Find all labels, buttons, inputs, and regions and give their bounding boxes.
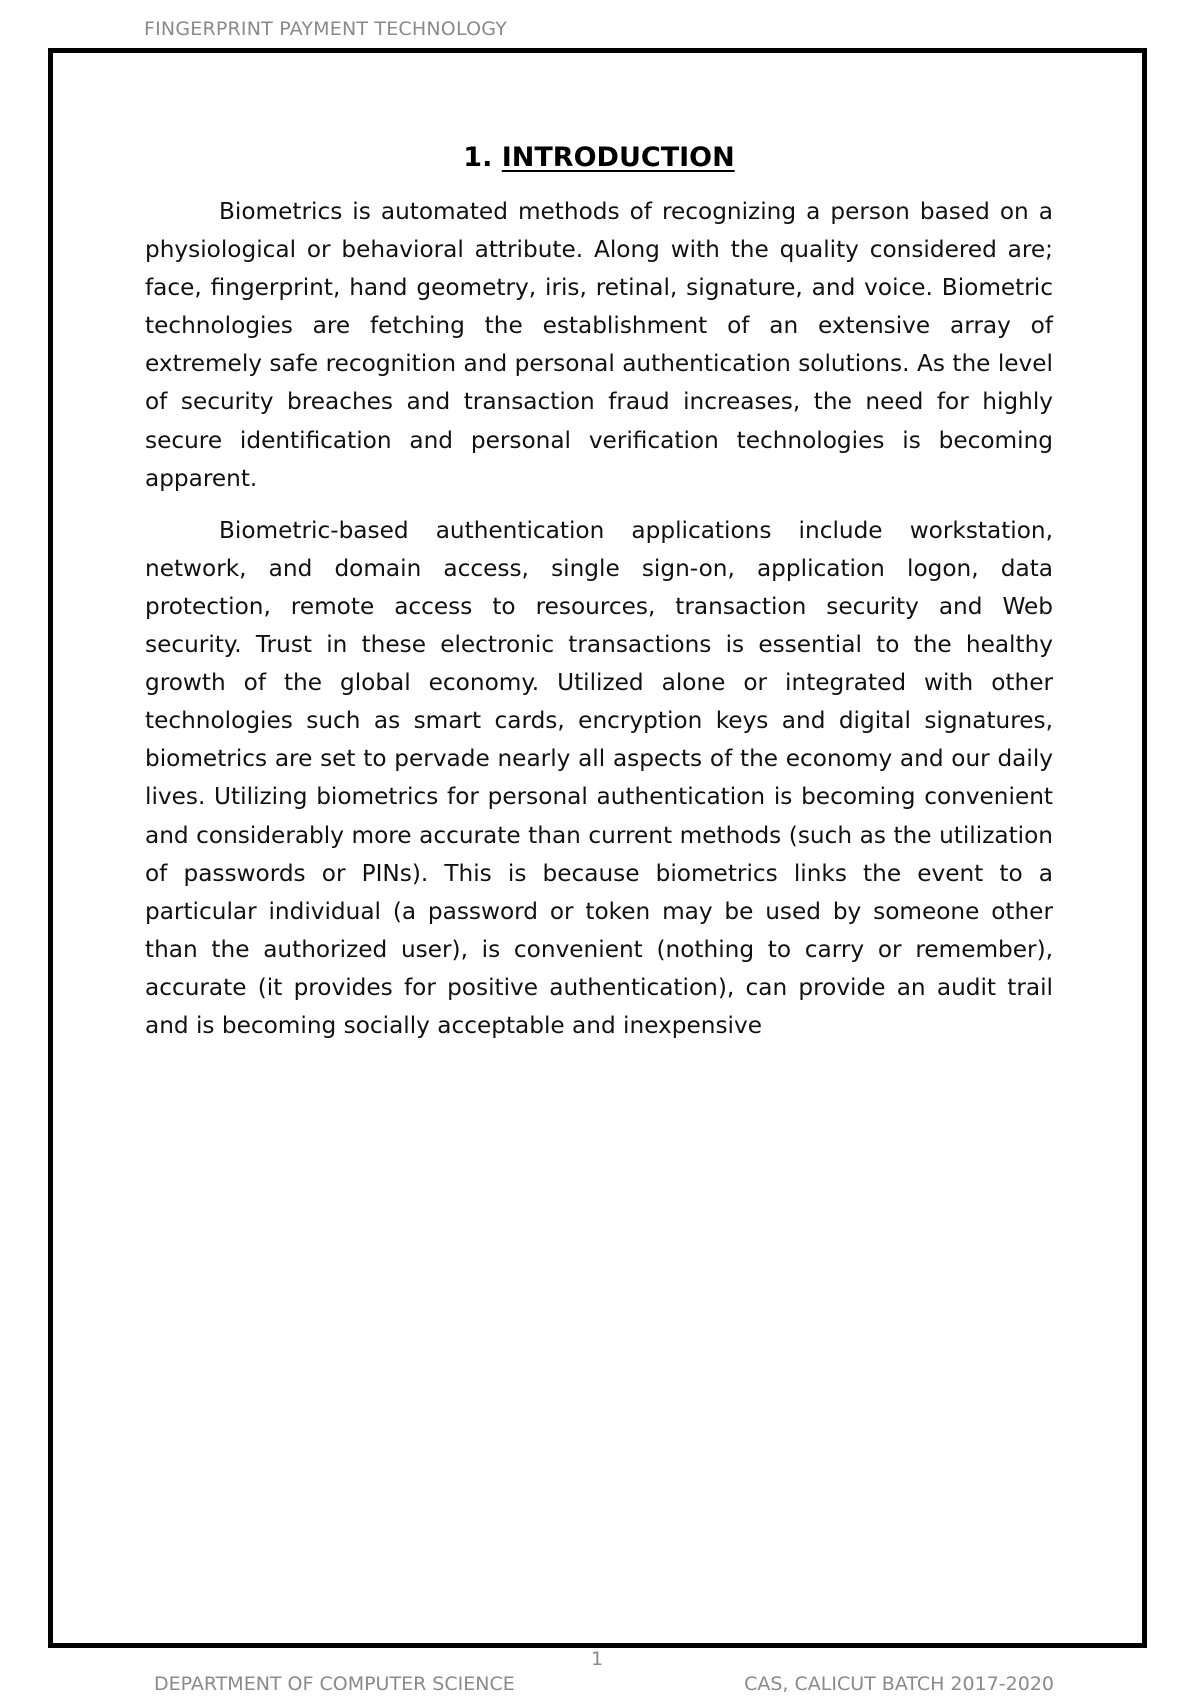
chapter-title xyxy=(145,142,1053,173)
running-header: FINGERPRINT PAYMENT TECHNOLOGY xyxy=(144,18,508,40)
chapter-heading: INTRODUCTION xyxy=(501,142,735,173)
footer-department: DEPARTMENT OF COMPUTER SCIENCE xyxy=(154,1673,515,1695)
page-number: 1 xyxy=(591,1648,604,1670)
footer-batch: CAS, CALICUT BATCH 2017-2020 xyxy=(744,1673,1054,1695)
body-paragraph: Biometric-based authentication applications include workstation, network, and domain access, single sign-on, application logon, data protection, remote access to resources, transaction security and Web security. Trust in these electronic transactions is essential to the healthy growth of the global economy. Utilized alone or integrated with other technologies such as smart cards, encryption keys and digital signatures, biometrics are set to pervade nearly all aspects of the economy and our daily lives. Utilizing biometrics for personal authentication is becoming convenient and considerably more accurate than current methods (such as the utilization of passwords or PINs). This is because biometrics links the event to a particular individual (a password or token may be used by someone other than the authorized user), is convenient (nothing to carry or remember), accurate (it provides for positive authentication), can provide an audit trail and is becoming socially acceptable and inexpensive xyxy=(145,516,1053,1039)
body-paragraph: Biometrics is automated methods of recognizing a person based on a physiological or behavioral attribute. Along with the quality considered are; face, fingerprint, hand geometry, iris, retinal, signature, and voice. Biometric technologies are fetching the establishment of an extensive array of extremely safe recognition and personal authentication solutions. As the level of security breaches and transaction fraud increases, the need for highly secure identification and personal verification technologies is becoming apparent. xyxy=(145,198,1053,492)
page-content xyxy=(145,142,1053,1059)
chapter-number: 1. xyxy=(463,142,493,173)
